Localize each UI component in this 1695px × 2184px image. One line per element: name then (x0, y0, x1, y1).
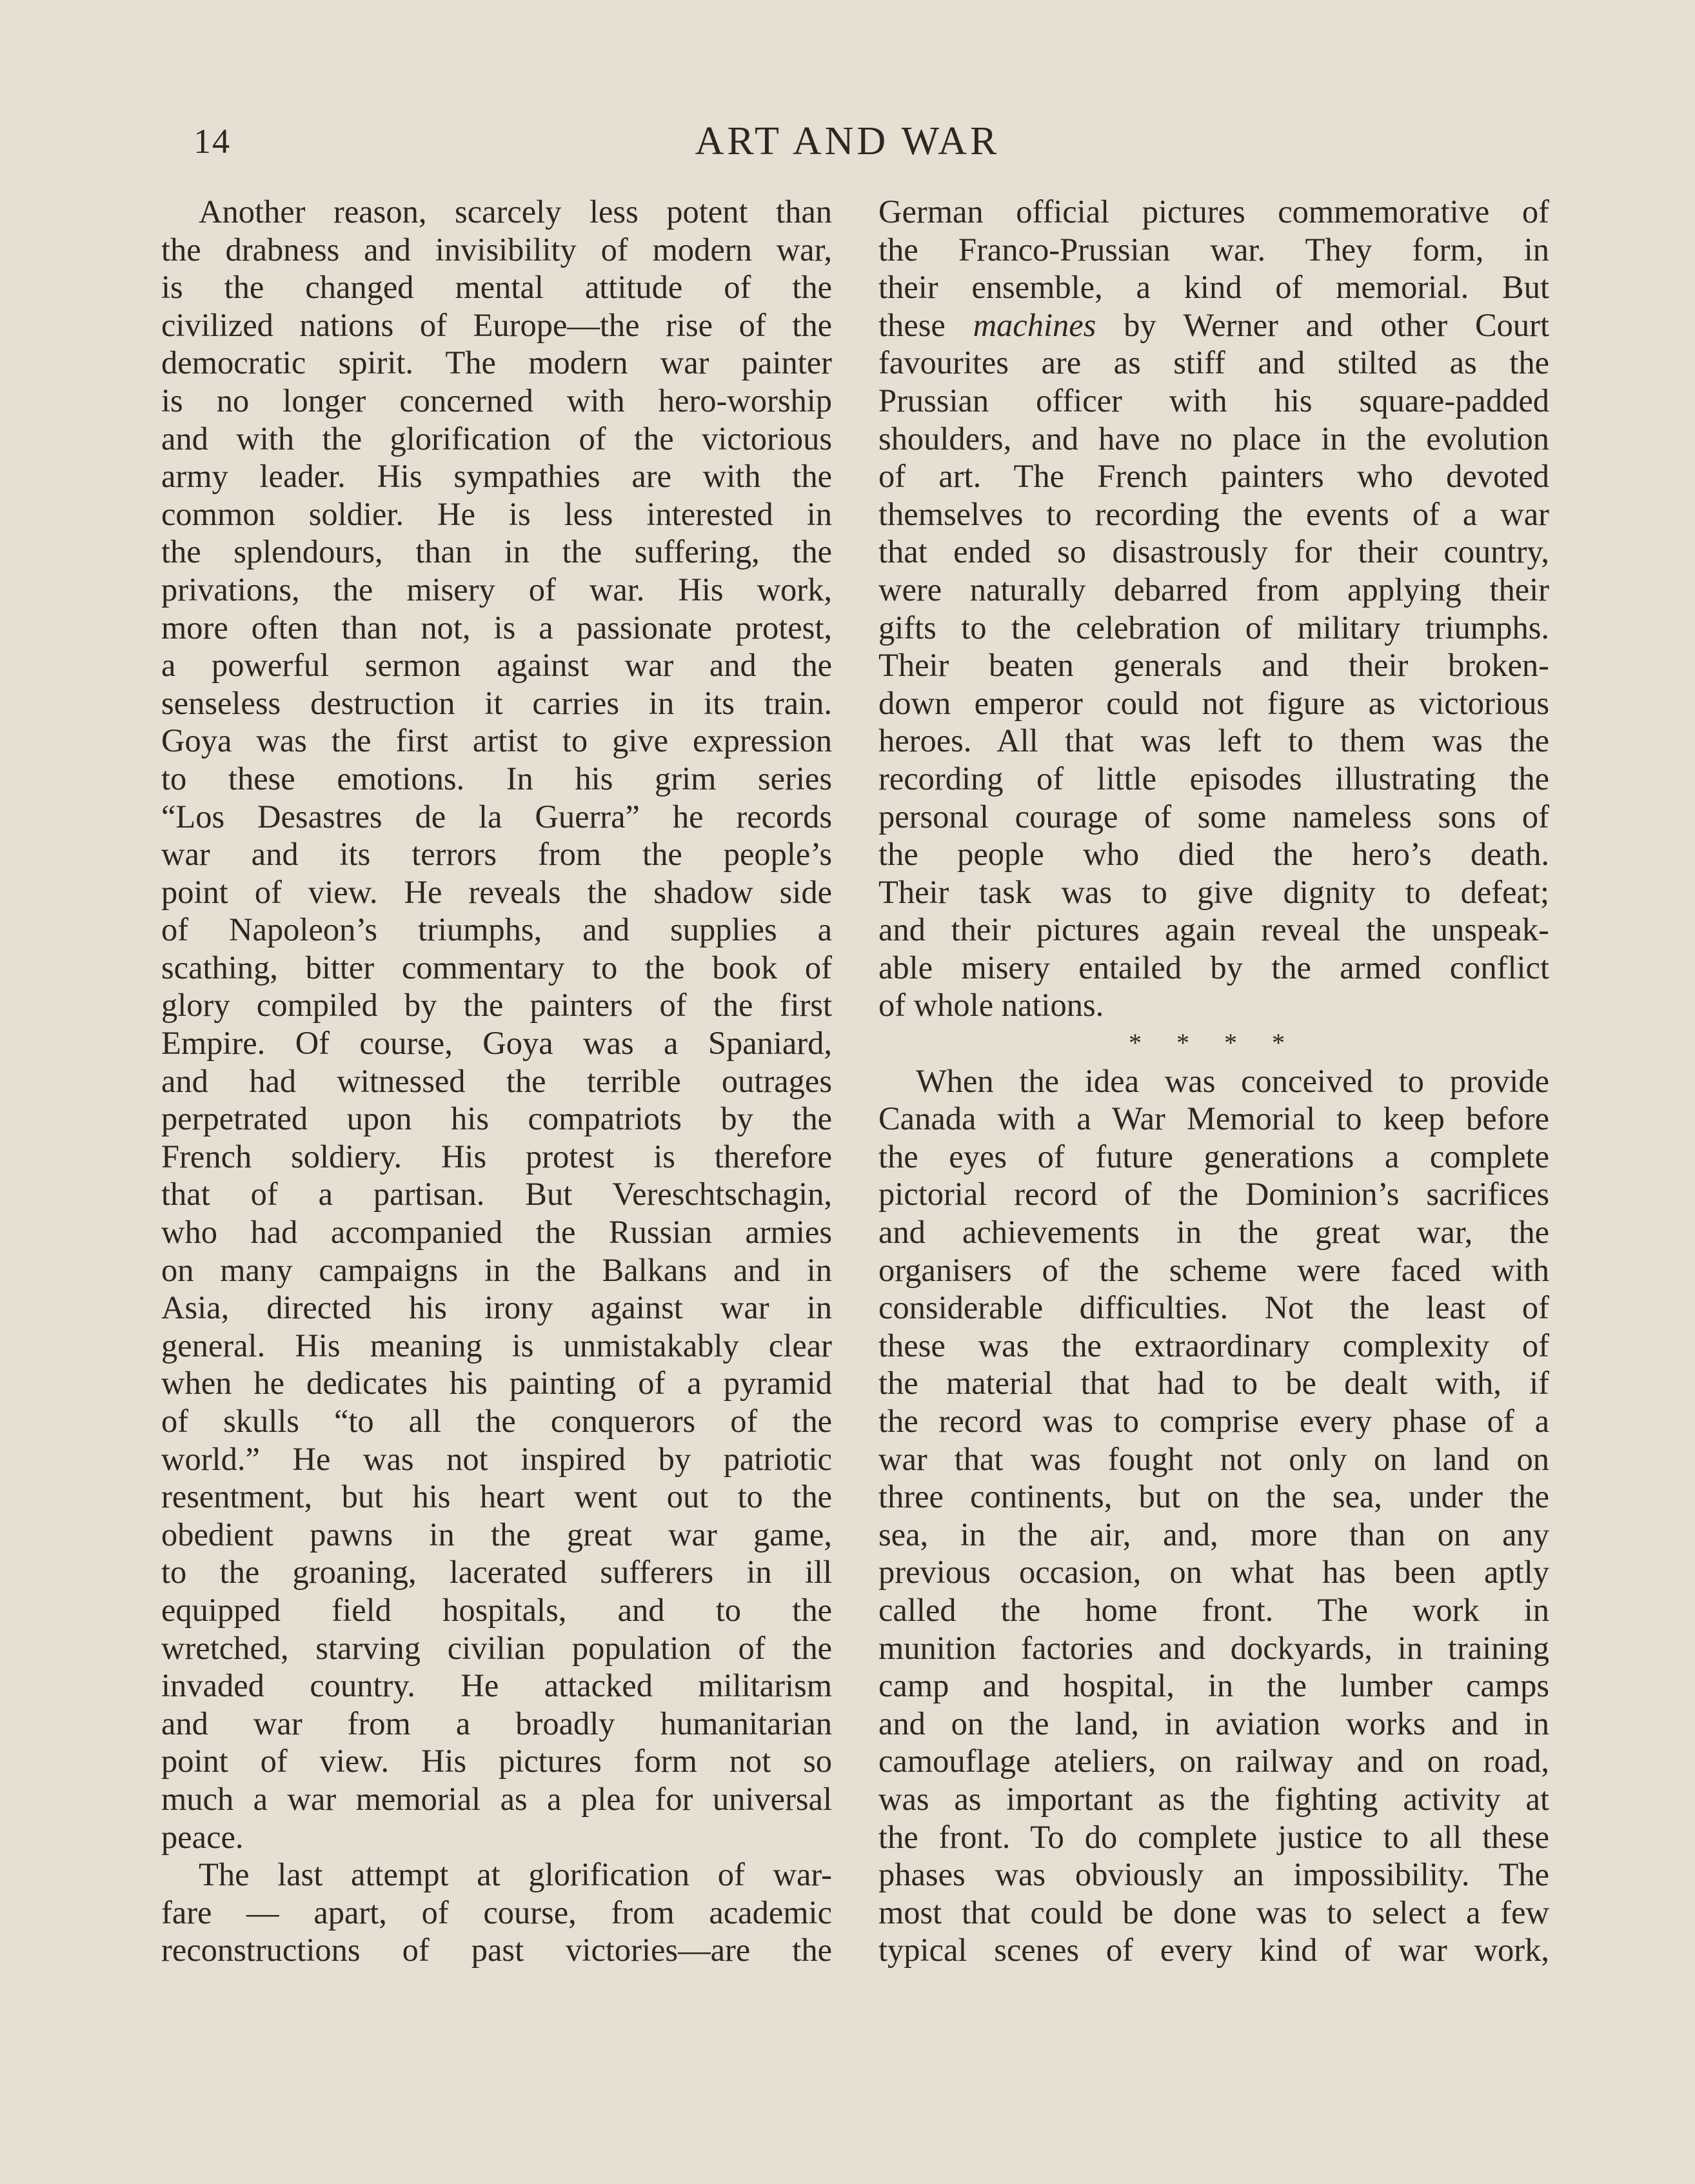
text-line: the eyes of future generations a complete (878, 1138, 1549, 1175)
text-line: considerable difficulties. Not the least of (878, 1289, 1549, 1326)
text-line: gifts to the celebration of military triumphs. (878, 609, 1549, 646)
text-line: peace. (161, 1818, 244, 1855)
text-line: heroes. All that was left to them was the (878, 722, 1549, 759)
text-line: organisers of the scheme were faced with (878, 1251, 1549, 1288)
text-line: is the changed mental attitude of the (161, 269, 832, 306)
text-line: invaded country. He attacked militarism (161, 1667, 832, 1704)
text-line: and on the land, in aviation works and in (878, 1705, 1549, 1742)
text-line: resentment, but his heart went out to the (161, 1478, 832, 1515)
text-line: and their pictures again reveal the unspeak- (878, 911, 1549, 948)
page-number: 14 (193, 122, 231, 161)
text-line: common soldier. He is less interested in (161, 495, 832, 532)
text-line: the front. To do complete justice to all these (878, 1818, 1549, 1855)
text-line: favourites are as stiff and stilted as the (878, 344, 1549, 381)
text-line: general. His meaning is unmistakably clear (161, 1327, 832, 1364)
text-line: on many campaigns in the Balkans and in (161, 1251, 832, 1288)
text-line: French soldiery. His protest is therefore (161, 1138, 832, 1175)
text-line: the material that had to be dealt with, if (878, 1365, 1549, 1402)
text-line: of skulls “to all the conquerors of the (161, 1403, 832, 1439)
text-line: able misery entailed by the armed conflict (878, 949, 1549, 986)
text-line: themselves to recording the events of a war (878, 495, 1549, 532)
text-line: war that was fought not only on land on (878, 1440, 1549, 1477)
text-fragment: by Werner and other Court (1096, 306, 1549, 343)
text-line: Empire. Of course, Goya was a Spaniard, (161, 1025, 832, 1062)
text-line: munition factories and dockyards, in training (878, 1629, 1549, 1666)
text-line: glory compiled by the painters of the first (161, 987, 832, 1024)
text-line: wretched, starving civilian population of the (161, 1629, 832, 1666)
text-line: of Napoleon’s triumphs, and supplies a (161, 911, 832, 948)
text-line: the drabness and invisibility of modern war, (161, 231, 832, 268)
text-line: the record was to comprise every phase of a (878, 1403, 1549, 1439)
text-line: their ensemble, a kind of memorial. But (878, 269, 1549, 306)
text-line: Prussian officer with his square-padded (878, 382, 1549, 419)
text-line: were naturally debarred from applying their (878, 571, 1549, 608)
text-line: Their beaten generals and their broken- (878, 647, 1549, 684)
text-line: point of view. He reveals the shadow side (161, 873, 832, 910)
text-line: war and its terrors from the people’s (161, 836, 832, 873)
text-line: fare — apart, of course, from academic (161, 1894, 832, 1931)
text-line: phases was obviously an impossibility. The (878, 1856, 1549, 1893)
text-line: scathing, bitter commentary to the book of (161, 949, 832, 986)
text-line: to these emotions. In his grim series (161, 760, 832, 797)
text-line: the people who died the hero’s death. (878, 836, 1549, 873)
running-title: ART AND WAR (695, 119, 1000, 163)
text-line: when he dedicates his painting of a pyramid (161, 1365, 832, 1402)
text-line: much a war memorial as a plea for universal (161, 1780, 832, 1817)
text-line: Their task was to give dignity to defeat; (878, 873, 1549, 910)
text-line: The last attempt at glorification of war- (199, 1856, 832, 1893)
text-line: that ended so disastrously for their country, (878, 533, 1549, 570)
text-line: privations, the misery of war. His work, (161, 571, 832, 608)
text-line: civilized nations of Europe—the rise of the (161, 306, 832, 343)
text-line: personal courage of some nameless sons of (878, 798, 1549, 835)
text-line: camp and hospital, in the lumber camps (878, 1667, 1549, 1704)
section-separator: * * * * (1129, 1028, 1299, 1058)
text-line: recording of little episodes illustrating the (878, 760, 1549, 797)
text-line: reconstructions of past victories—are the (161, 1932, 832, 1969)
italic-word: machines (973, 306, 1096, 343)
text-line: Canada with a War Memorial to keep before (878, 1100, 1549, 1137)
text-line: who had accompanied the Russian armies (161, 1214, 832, 1251)
text-line: of whole nations. (878, 987, 1104, 1024)
text-line: more often than not, is a passionate protest, (161, 609, 832, 646)
text-line: perpetrated upon his compatriots by the (161, 1100, 832, 1137)
text-line: camouflage ateliers, on railway and on road, (878, 1743, 1549, 1780)
text-line: world.” He was not inspired by patriotic (161, 1440, 832, 1477)
text-line: is no longer concerned with hero-worship (161, 382, 832, 419)
text-line: Another reason, scarcely less potent than (199, 194, 832, 230)
text-line: pictorial record of the Dominion’s sacrifices (878, 1176, 1549, 1213)
text-line: German official pictures commemorative of (878, 194, 1549, 230)
text-line: sea, in the air, and, more than on any (878, 1516, 1549, 1553)
text-line: down emperor could not figure as victorious (878, 684, 1549, 721)
text-line: Goya was the first artist to give expression (161, 722, 832, 759)
text-line: When the idea was conceived to provide (916, 1062, 1549, 1099)
text-line: these was the extraordinary complexity of (878, 1327, 1549, 1364)
text-line: shoulders, and have no place in the evolution (878, 420, 1549, 457)
text-line: Asia, directed his irony against war in (161, 1289, 832, 1326)
text-line: point of view. His pictures form not so (161, 1743, 832, 1780)
text-line: previous occasion, on what has been aptly (878, 1554, 1549, 1591)
text-line: called the home front. The work in (878, 1591, 1549, 1628)
text-line: democratic spirit. The modern war painter (161, 344, 832, 381)
text-line: of art. The French painters who devoted (878, 458, 1549, 495)
text-line: was as important as the fighting activity at (878, 1780, 1549, 1817)
text-line: the splendours, than in the suffering, the (161, 533, 832, 570)
text-line: a powerful sermon against war and the (161, 647, 832, 684)
text-line: and had witnessed the terrible outrages (161, 1062, 832, 1099)
text-line: and with the glorification of the victorious (161, 420, 832, 457)
text-line: typical scenes of every kind of war work, (878, 1932, 1549, 1969)
text-line: senseless destruction it carries in its train. (161, 684, 832, 721)
text-fragment: these (878, 306, 973, 343)
text-line: “Los Desastres de la Guerra” he records (161, 798, 832, 835)
right-column (878, 193, 1549, 1969)
text-line: three continents, but on the sea, under the (878, 1478, 1549, 1515)
left-column (161, 193, 832, 1969)
text-line-with-italic (878, 306, 1549, 344)
text-line: to the groaning, lacerated sufferers in ill (161, 1554, 832, 1591)
text-line: most that could be done was to select a few (878, 1894, 1549, 1931)
text-line: and war from a broadly humanitarian (161, 1705, 832, 1742)
text-line: that of a partisan. But Vereschtschagin, (161, 1176, 832, 1213)
text-line: army leader. His sympathies are with the (161, 458, 832, 495)
text-line: equipped field hospitals, and to the (161, 1591, 832, 1628)
text-line: and achievements in the great war, the (878, 1214, 1549, 1251)
text-line: obedient pawns in the great war game, (161, 1516, 832, 1553)
text-line: the Franco-Prussian war. They form, in (878, 231, 1549, 268)
